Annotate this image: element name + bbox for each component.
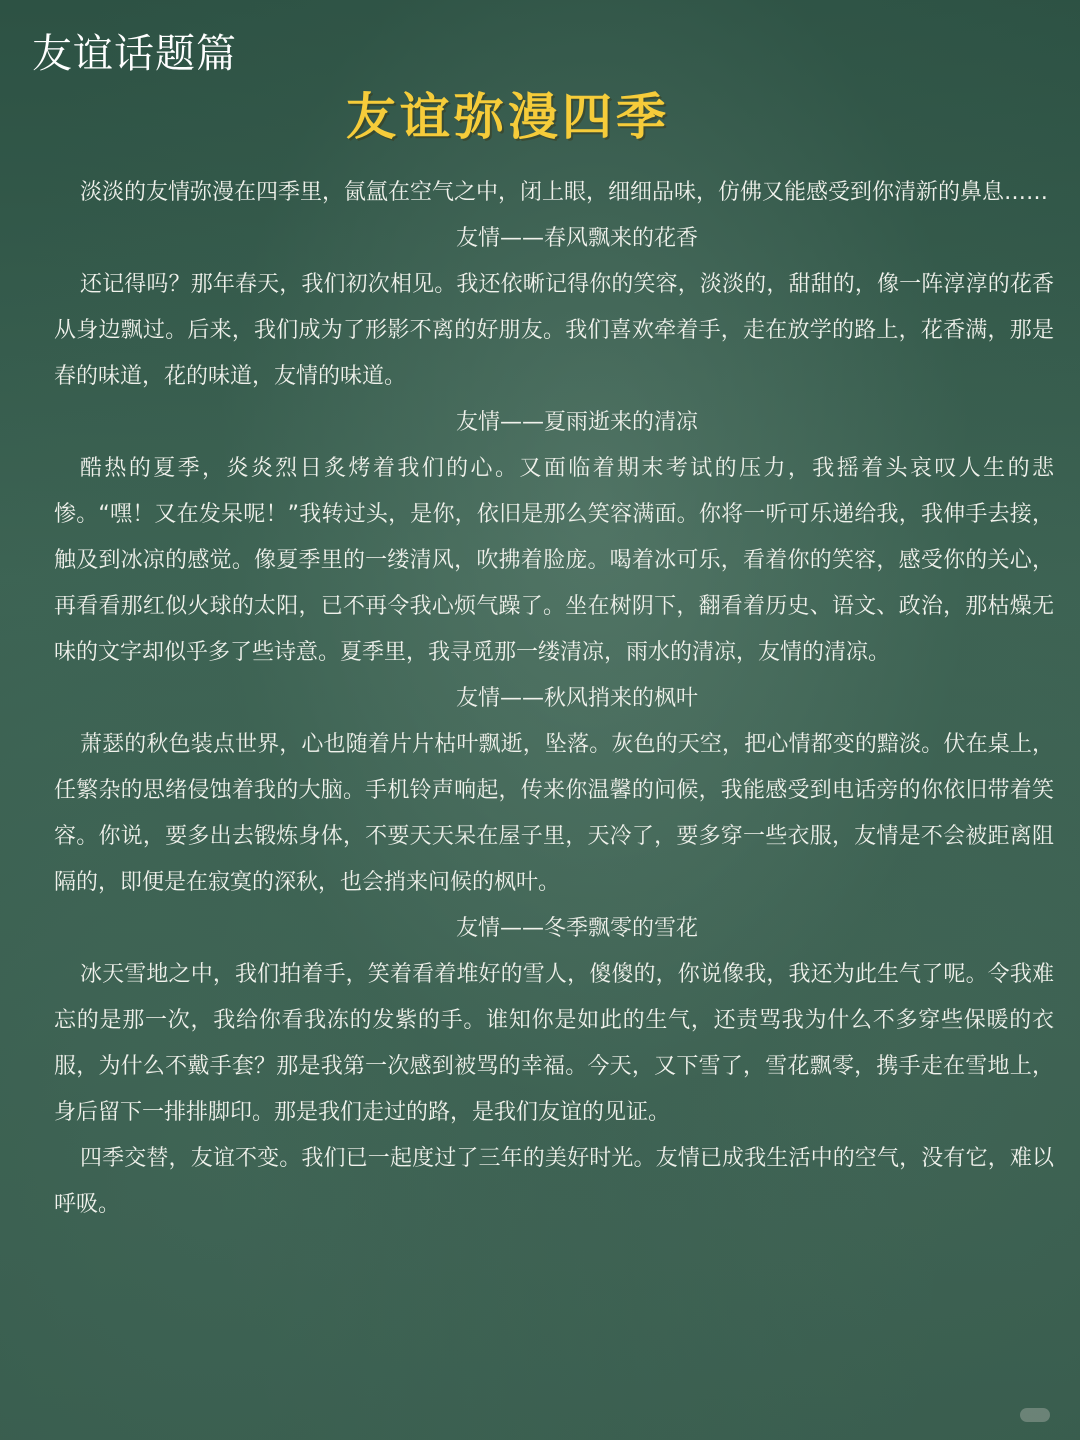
summer-heading: 友情——夏雨逝来的清凉 <box>455 410 698 435</box>
topic-label: 友谊话题篇 <box>32 31 237 77</box>
spring-paragraph: 还记得吗？那年春天，我们初次相见。我还依晰记得你的笑容，淡淡的，甜甜的，像一阵淳淳的花香从身边飘过。后来，我们成为了形影不离的好朋友。我们喜欢牵着手，走在放学的路上，花香满，那是春的味道，花的味道，友情的味道。 <box>54 272 1054 389</box>
winter-paragraph: 冰天雪地之中，我们拍着手，笑着看着堆好的雪人，傻傻的，你说像我，我还为此生气了呢。令我难忘的是那一次，我给你看我冻的发紫的手。谁知你是如此的生气，还责骂我为什么不多穿些保暖的衣服，为什么不戴手套？那是我第一次感到被骂的幸福。今天，又下雪了，雪花飘零，携手走在雪地上，身后留下一排排脚印。那是我们走过的路，是我们友谊的见证。 <box>54 962 1054 1125</box>
autumn-paragraph: 萧瑟的秋色装点世界，心也随着片片枯叶飘逝，坠落。灰色的天空，把心情都变的黯淡。伏在桌上，任繁杂的思绪侵蚀着我的大脑。手机铃声响起，传来你温馨的问候，我能感受到电话旁的你依旧带着笑容。你说，要多出去锻炼身体，不要天天呆在屋子里，天冷了，要多穿一些衣服，友情是不会被距离阻隔的，即便是在寂寞的深秋，也会捎来问候的枫叶。 <box>54 732 1054 895</box>
watermark-badge <box>1020 1408 1050 1422</box>
autumn-heading: 友情——秋风捎来的枫叶 <box>455 686 698 711</box>
essay-body <box>54 170 1054 1228</box>
summer-paragraph: 酷热的夏季，炎炎烈日炙烤着我们的心。又面临着期末考试的压力，我摇着头哀叹人生的悲惨。“嘿！又在发呆呢！”我转过头，是你，依旧是那么笑容满面。你将一听可乐递给我，我伸手去接，触及到冰凉的感觉。像夏季里的一缕清风，吹拂着脸庞。喝着冰可乐，看着你的笑容，感受你的关心，再看看那红似火球的太阳，已不再令我心烦气躁了。坐在树阴下，翻看着历史、语文、政治，那枯燥无味的文字却似乎多了些诗意。夏季里，我寻觅那一缕清凉，雨水的清凉，友情的清凉。 <box>54 456 1054 665</box>
conclusion-paragraph: 四季交替，友谊不变。我们已一起度过了三年的美好时光。友情已成我生活中的空气，没有它，难以呼吸。 <box>54 1146 1054 1217</box>
winter-heading: 友情——冬季飘零的雪花 <box>455 916 698 941</box>
intro-paragraph: 淡淡的友情弥漫在四季里，氤氲在空气之中，闭上眼，细细品味，仿佛又能感受到你清新的鼻息…… <box>80 180 1049 205</box>
essay-title: 友谊弥漫四季 <box>346 88 670 146</box>
spring-heading: 友情——春风飘来的花香 <box>455 226 698 251</box>
